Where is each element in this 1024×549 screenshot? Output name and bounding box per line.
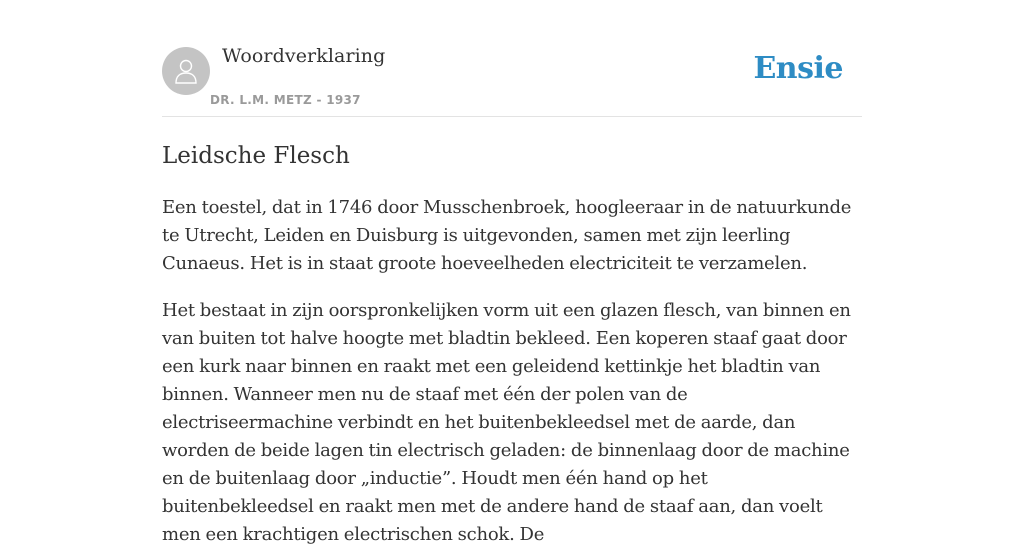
article-paragraph: Een toestel, dat in 1746 door Musschenbroek, hoogleeraar in de natuurkunde te Utrecht, Leiden en Duisburg is uitgevonden, samen met zijn leerling Cunaeus. Het is in staat groote hoeveelheden electriciteit te verzamelen. <box>162 197 852 274</box>
article-body <box>162 194 862 549</box>
user-icon <box>174 57 198 85</box>
brand-logo[interactable]: Ensie <box>753 51 843 86</box>
article-title: Leidsche Flesch <box>162 143 350 169</box>
article-page <box>162 0 862 549</box>
author-avatar[interactable] <box>162 47 210 95</box>
category-label[interactable]: Woordverklaring <box>222 45 386 67</box>
source-attribution: DR. L.M. METZ - 1937 <box>210 93 361 107</box>
article-paragraph: Het bestaat in zijn oorspronkelijken vorm uit een glazen flesch, van binnen en van buiten tot halve hoogte met bladtin bekleed. Een koperen staaf gaat door een kurk naar binnen en raakt met een geleidend kettinkje het bladtin van binnen. Wanneer men nu de staaf met één der polen van de electriseermachine verbindt en het buitenbekleedsel met de aarde, dan worden de beide lagen tin electrisch geladen: de binnenlaag door de machine en de buitenlaag door „inductie”. Houdt men één hand op het buitenbekleedsel en raakt men met de andere hand de staaf aan, dan voelt men een krachtigen electrischen schok. De <box>162 300 851 545</box>
header <box>162 0 862 117</box>
